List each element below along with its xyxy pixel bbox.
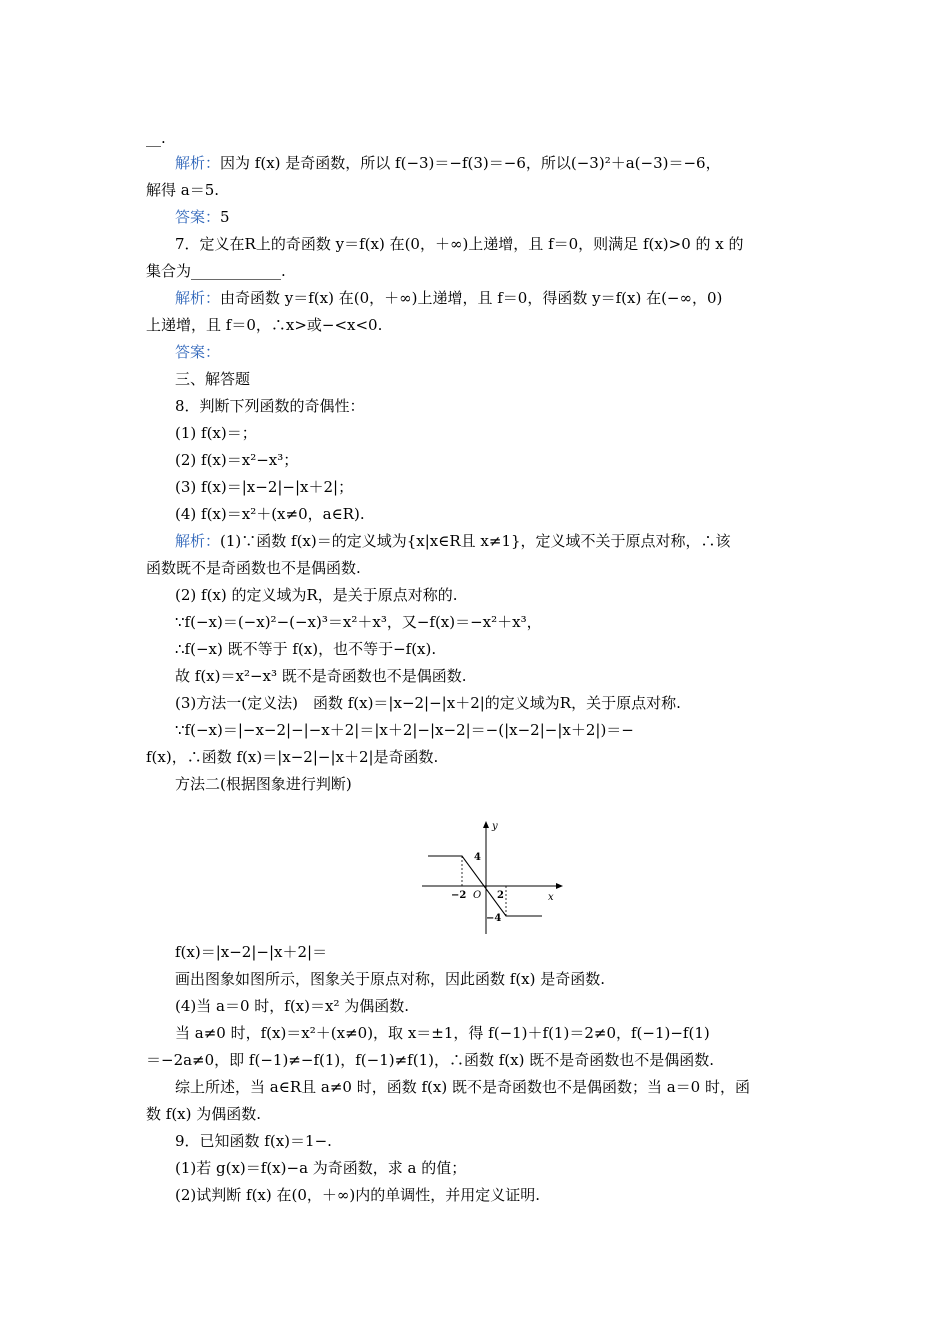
- blank-line: __.: [146, 129, 166, 147]
- question-8-part-4: (4) f(x)＝x²＋(x≠0，a∈R).: [175, 505, 365, 523]
- question-9-part-1: (1)若 g(x)＝f(x)−a 为奇函数，求 a 的值；: [175, 1159, 467, 1177]
- solution-8-line-3: (2) f(x) 的定义域为R，是关于原点对称的.: [175, 586, 458, 604]
- question-8-part-1: (1) f(x)＝；: [175, 424, 257, 442]
- tick-label-neg4: −4: [486, 913, 502, 924]
- x-axis-arrow: [556, 883, 563, 889]
- answer-7: [175, 342, 220, 362]
- origin-label: O: [473, 890, 482, 901]
- solution-8-part-4-line-2: 当 a≠0 时，f(x)＝x²＋(x≠0)，取 x＝±1，得 f(−1)＋f(1)＝2≠0，f(−1)−f(1): [175, 1024, 710, 1042]
- solution-8-line-9: f(x)，∴函数 f(x)＝|x−2|−|x＋2|是奇函数.: [146, 748, 439, 766]
- analysis-label: 解析：: [175, 532, 221, 550]
- summary-line-1: 综上所述，当 a∈R且 a≠0 时，函数 f(x) 既不是奇函数也不是偶函数；当 a＝0 时，函: [175, 1078, 750, 1096]
- x-axis-label: x: [548, 892, 554, 903]
- tick-label-neg2: −2: [451, 890, 467, 901]
- summary-line-2: 数 f(x) 为偶函数.: [146, 1105, 262, 1123]
- question-7-line-1: 7．定义在R上的奇函数 y＝f(x) 在(0，＋∞)上递增，且 f＝0，则满足 f(x)>0 的 x 的: [175, 235, 744, 253]
- solution-8-line-6: 故 f(x)＝x²−x³ 既不是奇函数也不是偶函数.: [175, 667, 467, 685]
- solution-7-line-1: 解析：由奇函数 y＝f(x) 在(0，＋∞)上递增，且 f＝0，得函数 y＝f(x) 在(−∞，0): [175, 289, 723, 307]
- analysis-label: 解析：: [175, 154, 221, 172]
- function-graph: [420, 818, 568, 938]
- answer-label: 答案：: [175, 208, 221, 226]
- y-axis-arrow: [483, 821, 489, 828]
- solution-6-line-2: 解得 a＝5.: [146, 181, 220, 199]
- solution-8-line-5: ∴f(−x) 既不等于 f(x)，也不等于−f(x).: [175, 640, 437, 658]
- solution-8-line-2: 函数既不是奇函数也不是偶函数.: [146, 559, 361, 577]
- question-8: 8．判断下列函数的奇偶性：: [175, 397, 365, 415]
- tick-label-2: 2: [497, 890, 504, 901]
- solution-8-part-4-line-3: ＝−2a≠0，即 f(−1)≠−f(1)，f(−1)≠f(1)，∴函数 f(x) 既不是奇函数也不是偶函数.: [146, 1051, 714, 1069]
- solution-8-graph-note: 画出图象如图所示，图象关于原点对称，因此函数 f(x) 是奇函数.: [175, 970, 606, 988]
- question-9-part-2: (2)试判断 f(x) 在(0，＋∞)内的单调性，并用定义证明.: [175, 1186, 541, 1204]
- solution-8-line-4: ∵f(−x)＝(−x)²−(−x)³＝x²＋x³，又−f(x)＝−x²＋x³，: [175, 613, 542, 631]
- answer-6: 答案：5: [175, 208, 230, 226]
- y-axis-label: y: [492, 821, 498, 832]
- answer-label: 答案：: [175, 343, 221, 361]
- solution-8-line-8: ∵f(−x)＝|−x−2|−|−x＋2|＝|x＋2|−|x−2|＝−(|x−2|−|x＋2|)＝−: [175, 721, 634, 739]
- question-7-line-2: 集合为____________.: [146, 262, 286, 280]
- tick-label-4: 4: [474, 852, 481, 863]
- question-8-part-3: (3) f(x)＝|x−2|−|x＋2|；: [175, 478, 354, 496]
- solution-6-line-1: 解析：因为 f(x) 是奇函数，所以 f(−3)＝−f(3)＝−6，所以(−3)²＋a(−3)＝−6，: [175, 154, 721, 172]
- solution-8-line-7: (3)方法一(定义法) 函数 f(x)＝|x−2|−|x＋2|的定义域为R，关于原点对称.: [175, 694, 681, 712]
- question-9: 9．已知函数 f(x)＝1−.: [175, 1132, 332, 1150]
- section-heading: 三、解答题: [175, 370, 251, 388]
- solution-7-line-2: 上递增，且 f＝0，∴x>或−<x<0.: [146, 316, 383, 334]
- question-8-part-2: (2) f(x)＝x²−x³；: [175, 451, 299, 469]
- analysis-label: 解析：: [175, 289, 221, 307]
- solution-8-piecewise: f(x)＝|x−2|−|x＋2|＝: [175, 943, 328, 961]
- solution-8-line-10: 方法二(根据图象进行判断): [175, 775, 352, 793]
- solution-8-part-4-line-1: (4)当 a＝0 时，f(x)＝x² 为偶函数.: [175, 997, 409, 1015]
- solution-8-line-1: 解析：(1)∵函数 f(x)＝的定义域为{x|x∈R且 x≠1}，定义域不关于原点对称，∴该: [175, 532, 731, 550]
